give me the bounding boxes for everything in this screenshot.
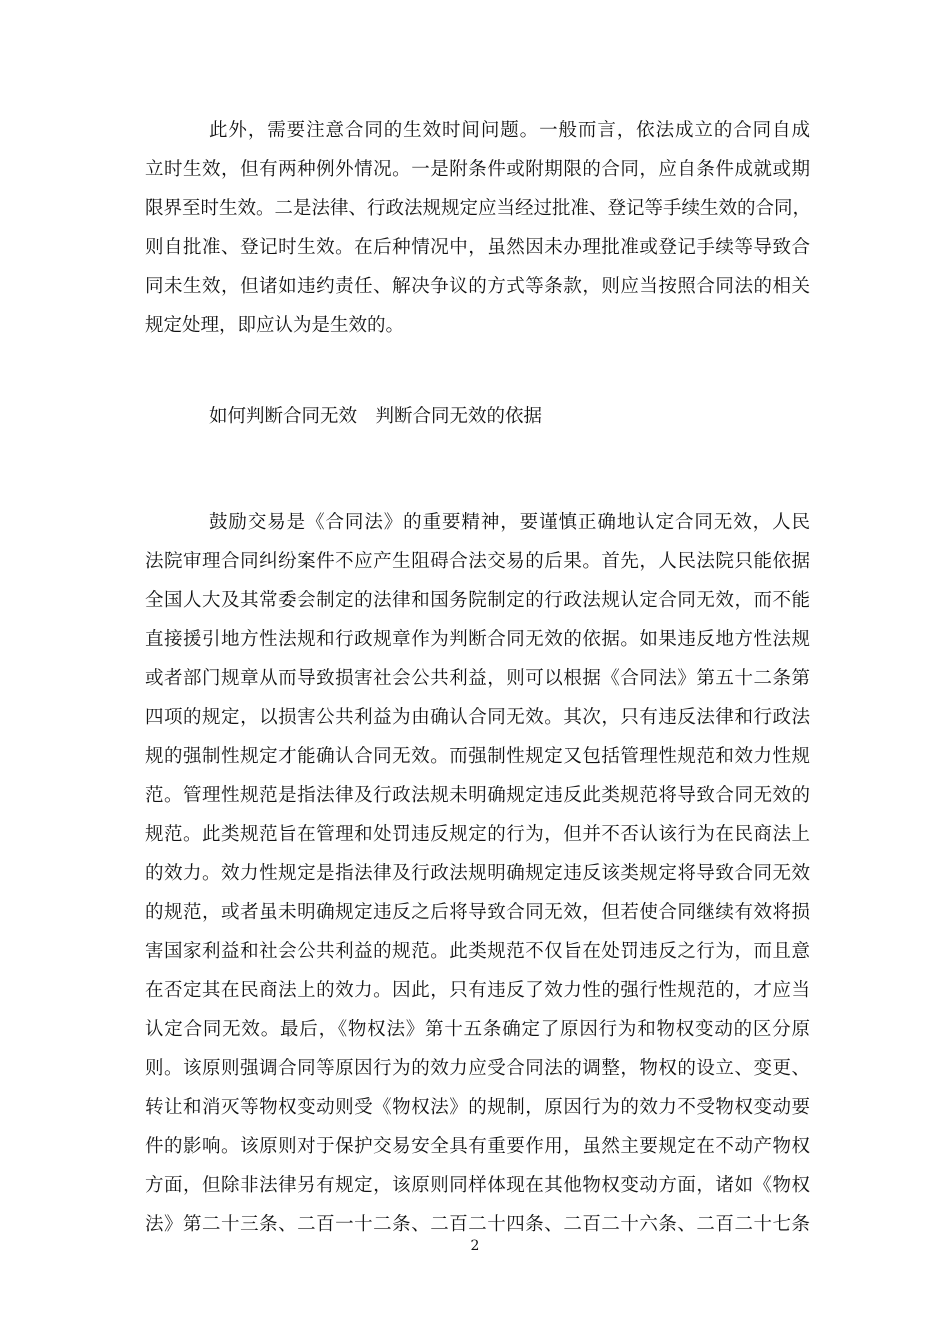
text-line: 则自批准、登记时生效。在后种情况中，虽然因未办理批准或登记手续等导致合	[145, 237, 810, 258]
text-line: 在否定其在民商法上的效力。因此，只有违反了效力性的强行性规范的，才应当	[145, 980, 810, 1001]
text-line: 或者部门规章从而导致损害社会公共利益，则可以根据《合同法》第五十二条第	[145, 668, 810, 689]
text-line: 的效力。效力性规定是指法律及行政法规明确规定违反该类规定将导致合同无效	[145, 863, 810, 884]
text-line: 方面，但除非法律另有规定，该原则同样体现在其他物权变动方面，诸如《物权	[145, 1175, 810, 1196]
text-line: 立时生效，但有两种例外情况。一是附条件或附期限的合同，应自条件成就或期	[145, 159, 810, 180]
section-heading: 如何判断合同无效 判断合同无效的依据	[209, 406, 543, 427]
text-line: 则。该原则强调合同等原因行为的效力应受合同法的调整，物权的设立、变更、	[145, 1058, 810, 1079]
text-line: 范。管理性规范是指法律及行政法规未明确规定违反此类规范将导致合同无效的	[145, 785, 810, 806]
page-number: 2	[470, 1238, 480, 1254]
text-line: 四项的规定，以损害公共利益为由确认合同无效。其次，只有违反法律和行政法	[145, 707, 810, 728]
text-line: 规范。此类规范旨在管理和处罚违反规定的行为，但并不否认该行为在民商法上	[145, 824, 810, 845]
text-line: 规定处理，即应认为是生效的。	[145, 315, 405, 336]
text-line: 的规范，或者虽未明确规定违反之后将导致合同无效，但若使合同继续有效将损	[145, 902, 810, 923]
text-line: 规的强制性规定才能确认合同无效。而强制性规定又包括管理性规范和效力性规	[145, 746, 810, 767]
text-line: 转让和消灭等物权变动则受《物权法》的规制，原因行为的效力不受物权变动要	[145, 1097, 810, 1118]
text-line: 限界至时生效。二是法律、行政法规规定应当经过批准、登记等手续生效的合同，	[145, 198, 812, 219]
text-line: 法院审理合同纠纷案件不应产生阻碍合法交易的后果。首先，人民法院只能依据	[145, 551, 810, 572]
text-line: 直接援引地方性法规和行政规章作为判断合同无效的依据。如果违反地方性法规	[145, 629, 810, 650]
text-line: 害国家利益和社会公共利益的规范。此类规范不仅旨在处罚违反之行为，而且意	[145, 941, 810, 962]
text-line: 同未生效，但诸如违约责任、解决争议的方式等条款，则应当按照合同法的相关	[145, 276, 810, 297]
text-line: 此外，需要注意合同的生效时间问题。一般而言，依法成立的合同自成	[209, 120, 810, 141]
text-line: 件的影响。该原则对于保护交易安全具有重要作用，虽然主要规定在不动产物权	[145, 1136, 810, 1157]
text-line: 鼓励交易是《合同法》的重要精神，要谨慎正确地认定合同无效，人民	[209, 512, 810, 533]
text-line: 全国人大及其常委会制定的法律和国务院制定的行政法规认定合同无效，而不能	[145, 590, 810, 611]
text-line: 认定合同无效。最后，《物权法》第十五条确定了原因行为和物权变动的区分原	[145, 1019, 810, 1040]
text-line: 法》第二十三条、二百一十二条、二百二十四条、二百二十六条、二百二十七条	[145, 1214, 810, 1235]
